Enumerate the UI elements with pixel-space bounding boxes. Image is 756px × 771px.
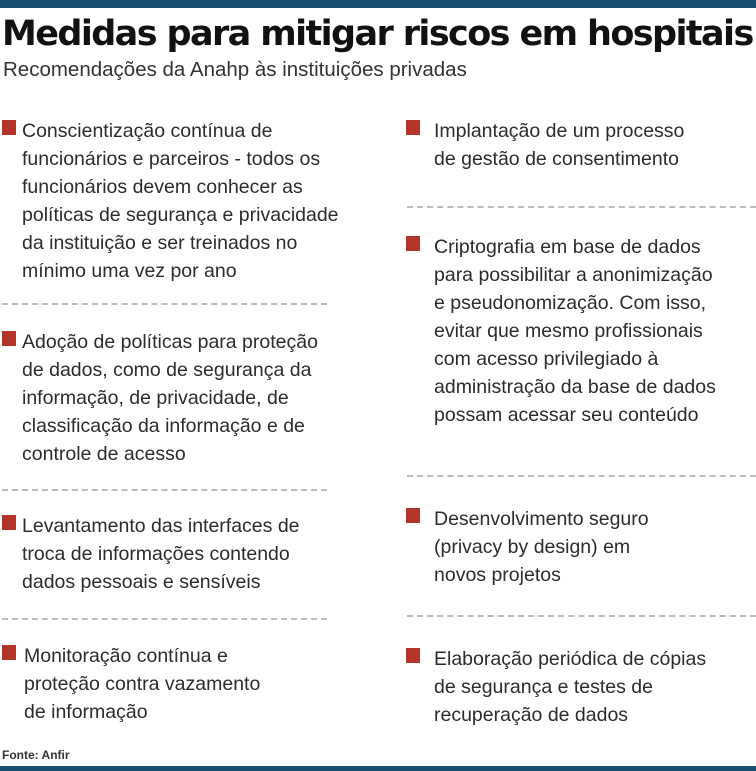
bottom-rule xyxy=(0,766,756,771)
divider xyxy=(2,303,327,305)
square-bullet-icon xyxy=(2,331,16,346)
divider xyxy=(407,475,756,477)
square-bullet-icon xyxy=(406,120,420,135)
top-rule xyxy=(0,0,756,8)
item-text: Adoção de políticas para proteção de dados, como de segurança da informação, de privacidade, de classificação da informação e de controle de acesso xyxy=(22,331,318,465)
item-text: Implantação de um processo de gestão de consentimento xyxy=(434,120,685,170)
item-text: Desenvolvimento seguro (privacy by design) em novos projetos xyxy=(434,508,649,586)
list-item xyxy=(2,328,362,473)
list-item xyxy=(2,117,362,287)
square-bullet-icon xyxy=(406,648,420,663)
page-title: Medidas para mitigar riscos em hospitais xyxy=(2,14,753,54)
source-note: Fonte: Anfir xyxy=(2,748,70,762)
item-text: Criptografia em base de dados para possibilitar a anonimização e pseudonomização. Com isso, evitar que mesmo profissionais com acesso privilegiado à administração da base de dados possam acessar seu conteúdo xyxy=(434,236,716,426)
item-text: Levantamento das interfaces de troca de informações contendo dados pessoais e sensíveis xyxy=(22,515,300,593)
item-text: Monitoração contínua e proteção contra vazamento de informação xyxy=(24,645,261,723)
list-item xyxy=(2,642,362,732)
divider xyxy=(407,615,756,617)
list-item xyxy=(406,645,751,735)
list-item xyxy=(406,505,751,595)
list-item xyxy=(406,117,751,177)
divider xyxy=(2,489,327,491)
item-text: Conscientização contínua de funcionários e parceiros - todos os funcionários devem conhecer as políticas de segurança e privacidade da instituição e ser treinados no mínimo uma vez por ano xyxy=(22,120,339,282)
square-bullet-icon xyxy=(2,645,16,660)
list-item xyxy=(406,233,751,433)
item-text: Elaboração periódica de cópias de segurança e testes de recuperação de dados xyxy=(434,648,707,726)
square-bullet-icon xyxy=(2,120,16,135)
square-bullet-icon xyxy=(2,515,16,530)
list-item xyxy=(2,512,362,602)
page-subtitle: Recomendações da Anahp às instituições privadas xyxy=(3,58,467,81)
divider xyxy=(407,206,756,208)
square-bullet-icon xyxy=(406,508,420,523)
square-bullet-icon xyxy=(406,236,420,251)
divider xyxy=(2,618,327,620)
